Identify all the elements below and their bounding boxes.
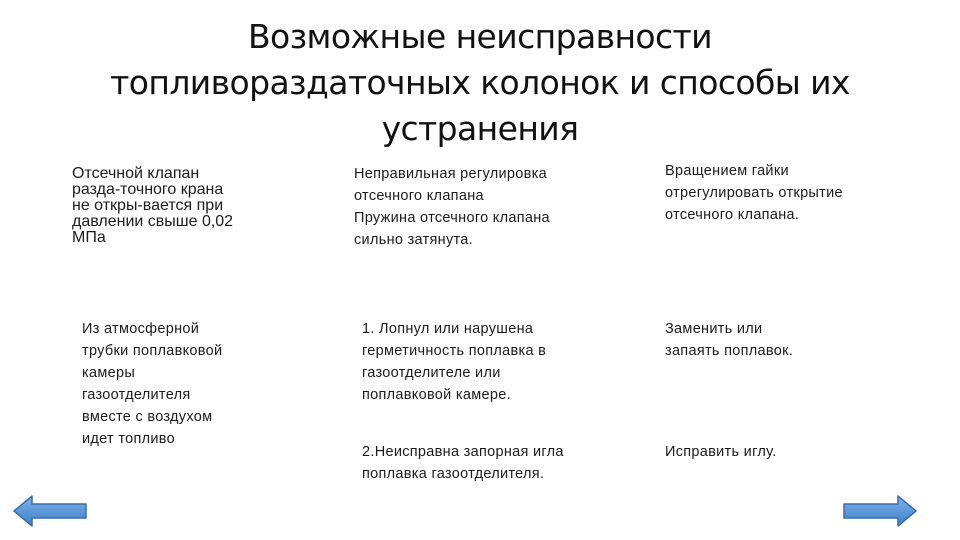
- cause-cell-row-3: 2.Неисправна запорная игла поплавка газоотделителя.: [362, 444, 564, 482]
- cause-cell-row-1: Неправильная регулировка отсечного клапана Пружина отсечного клапана сильно затянута.: [354, 166, 550, 248]
- forward-button[interactable]: [842, 494, 918, 528]
- fix-cell-row-1: Вращением гайки отрегулировать открытие отсечного клапана.: [665, 163, 843, 223]
- problem-cell-row-2: Из атмосферной трубки поплавковой камеры газоотделителя вместе с воздухом идет топливо: [82, 321, 223, 447]
- slide-title: Возможные неисправности топливораздаточных колонок и способы их устранения: [110, 17, 850, 148]
- back-button[interactable]: [12, 494, 88, 528]
- fix-cell-row-3: Исправить иглу.: [665, 444, 777, 460]
- arrow-right-icon: [842, 494, 918, 528]
- problem-cell-row-1: Отсечной клапан разда-точного крана не откры-вается при давлении свыше 0,02 МПа: [72, 165, 234, 246]
- arrow-left-icon: [12, 494, 88, 528]
- cause-cell-row-2: 1. Лопнул или нарушена герметичность поплавка в газоотделителе или поплавковой камере.: [362, 321, 547, 403]
- fix-cell-row-2: Заменить или запаять поплавок.: [665, 321, 794, 359]
